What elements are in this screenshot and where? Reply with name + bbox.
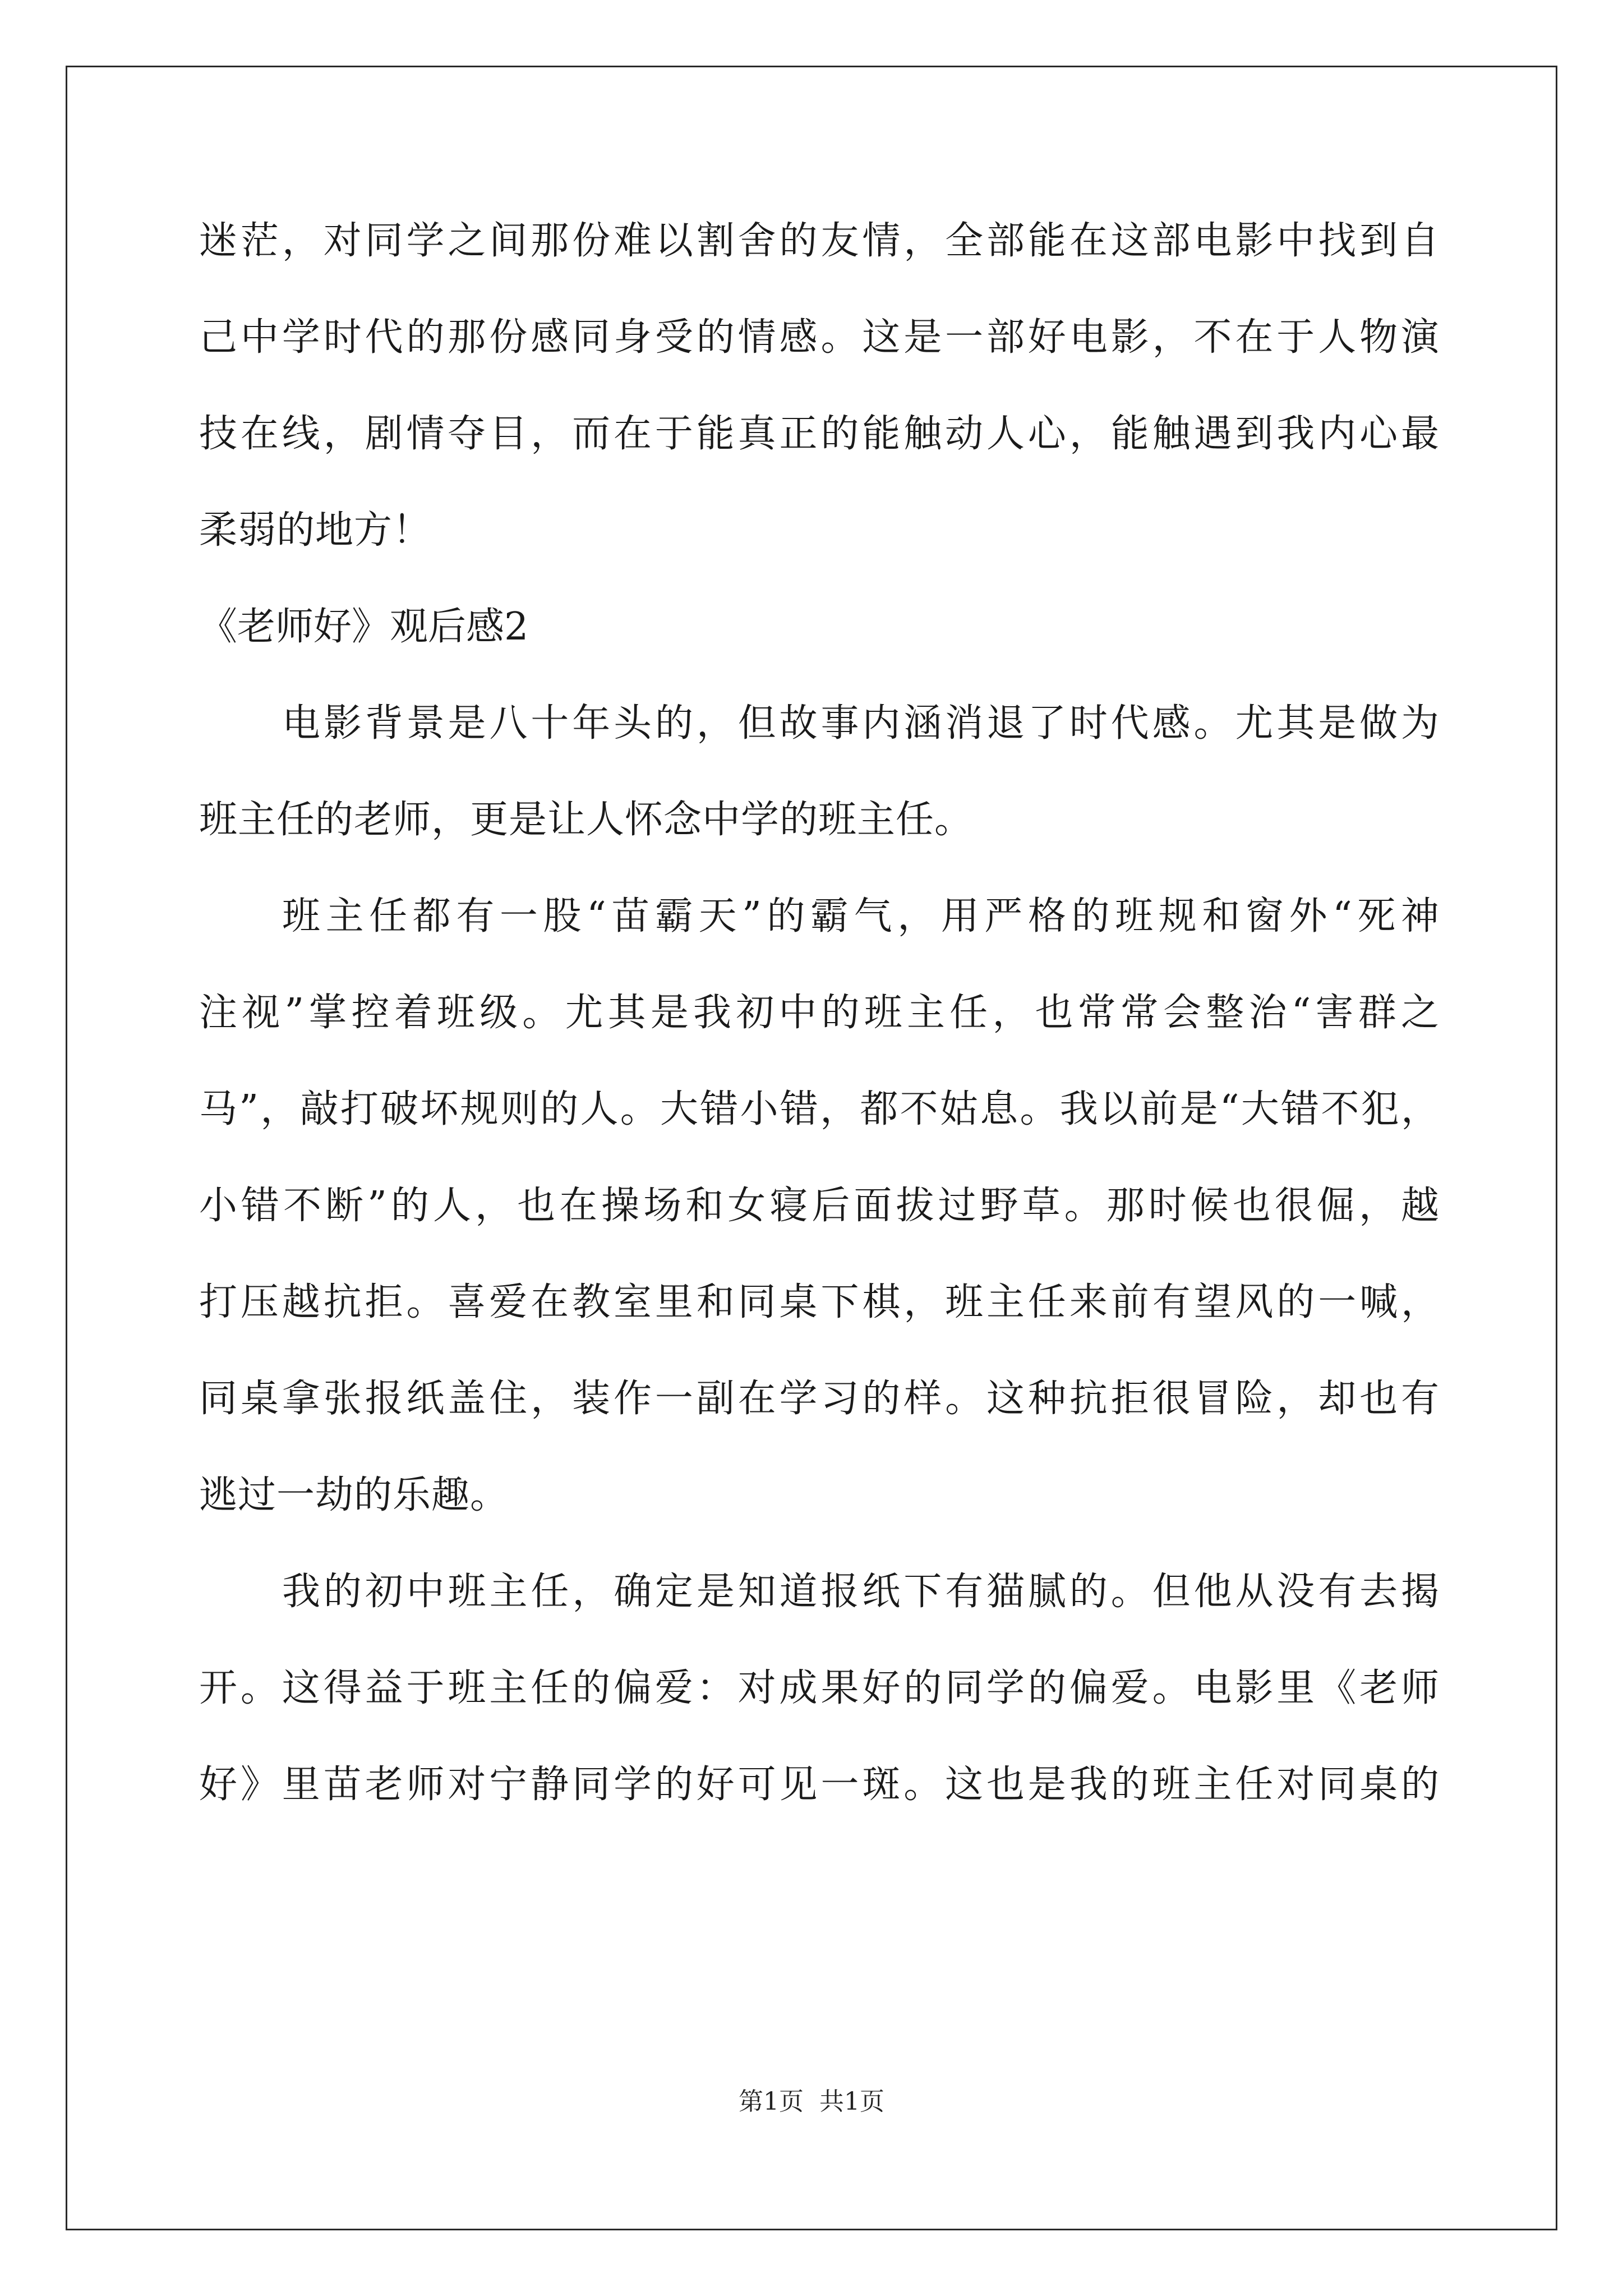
- text-line: 柔弱的地方！: [199, 508, 432, 553]
- text-line: 班主任都有一股“苗霸天”的霸气，用严格的班规和窗外“死神: [282, 894, 1440, 938]
- text-line: 小错不断”的人，也在操场和女寝后面拔过野草。那时候也很倔，越: [199, 1184, 1440, 1228]
- text-line: 注视”掌控着班级。尤其是我初中的班主任，也常常会整治“害群之: [199, 991, 1440, 1035]
- text-line: 打压越抗拒。喜爱在教室里和同桌下棋，班主任来前有望风的一喊，: [199, 1280, 1440, 1324]
- text-line: 己中学时代的那份感同身受的情感。这是一部好电影，不在于人物演: [199, 315, 1440, 360]
- text-line: 迷茫，对同学之间那份难以割舍的友情，全部能在这部电影中找到自: [199, 219, 1440, 263]
- text-line: 同桌拿张报纸盖住，装作一副在学习的样。这种抗拒很冒险，却也有: [199, 1377, 1440, 1421]
- section-heading: 《老师好》观后感2: [199, 605, 529, 649]
- page-number-footer: 第1页 共1页: [739, 2087, 884, 2116]
- document-body: [199, 213, 1440, 1853]
- text-line: 好》里苗老师对宁静同学的好可见一斑。这也是我的班主任对同桌的: [199, 1763, 1440, 1807]
- text-line: 班主任的老师，更是让人怀念中学的班主任。: [199, 798, 974, 842]
- text-line: 逃过一劫的乐趣。: [199, 1473, 509, 1517]
- text-line: 马”，敲打破坏规则的人。大错小错，都不姑息。我以前是“大错不犯，: [199, 1087, 1440, 1131]
- text-line: 电影背景是八十年头的，但故事内涵消退了时代感。尤其是做为: [282, 701, 1440, 746]
- text-line: 技在线，剧情夺目，而在于能真正的能触动人心，能触遇到我内心最: [199, 412, 1440, 456]
- text-line: 开。这得益于班主任的偏爱：对成果好的同学的偏爱。电影里《老师: [199, 1666, 1440, 1710]
- text-line: 我的初中班主任，确定是知道报纸下有猫腻的。但他从没有去揭: [282, 1570, 1440, 1614]
